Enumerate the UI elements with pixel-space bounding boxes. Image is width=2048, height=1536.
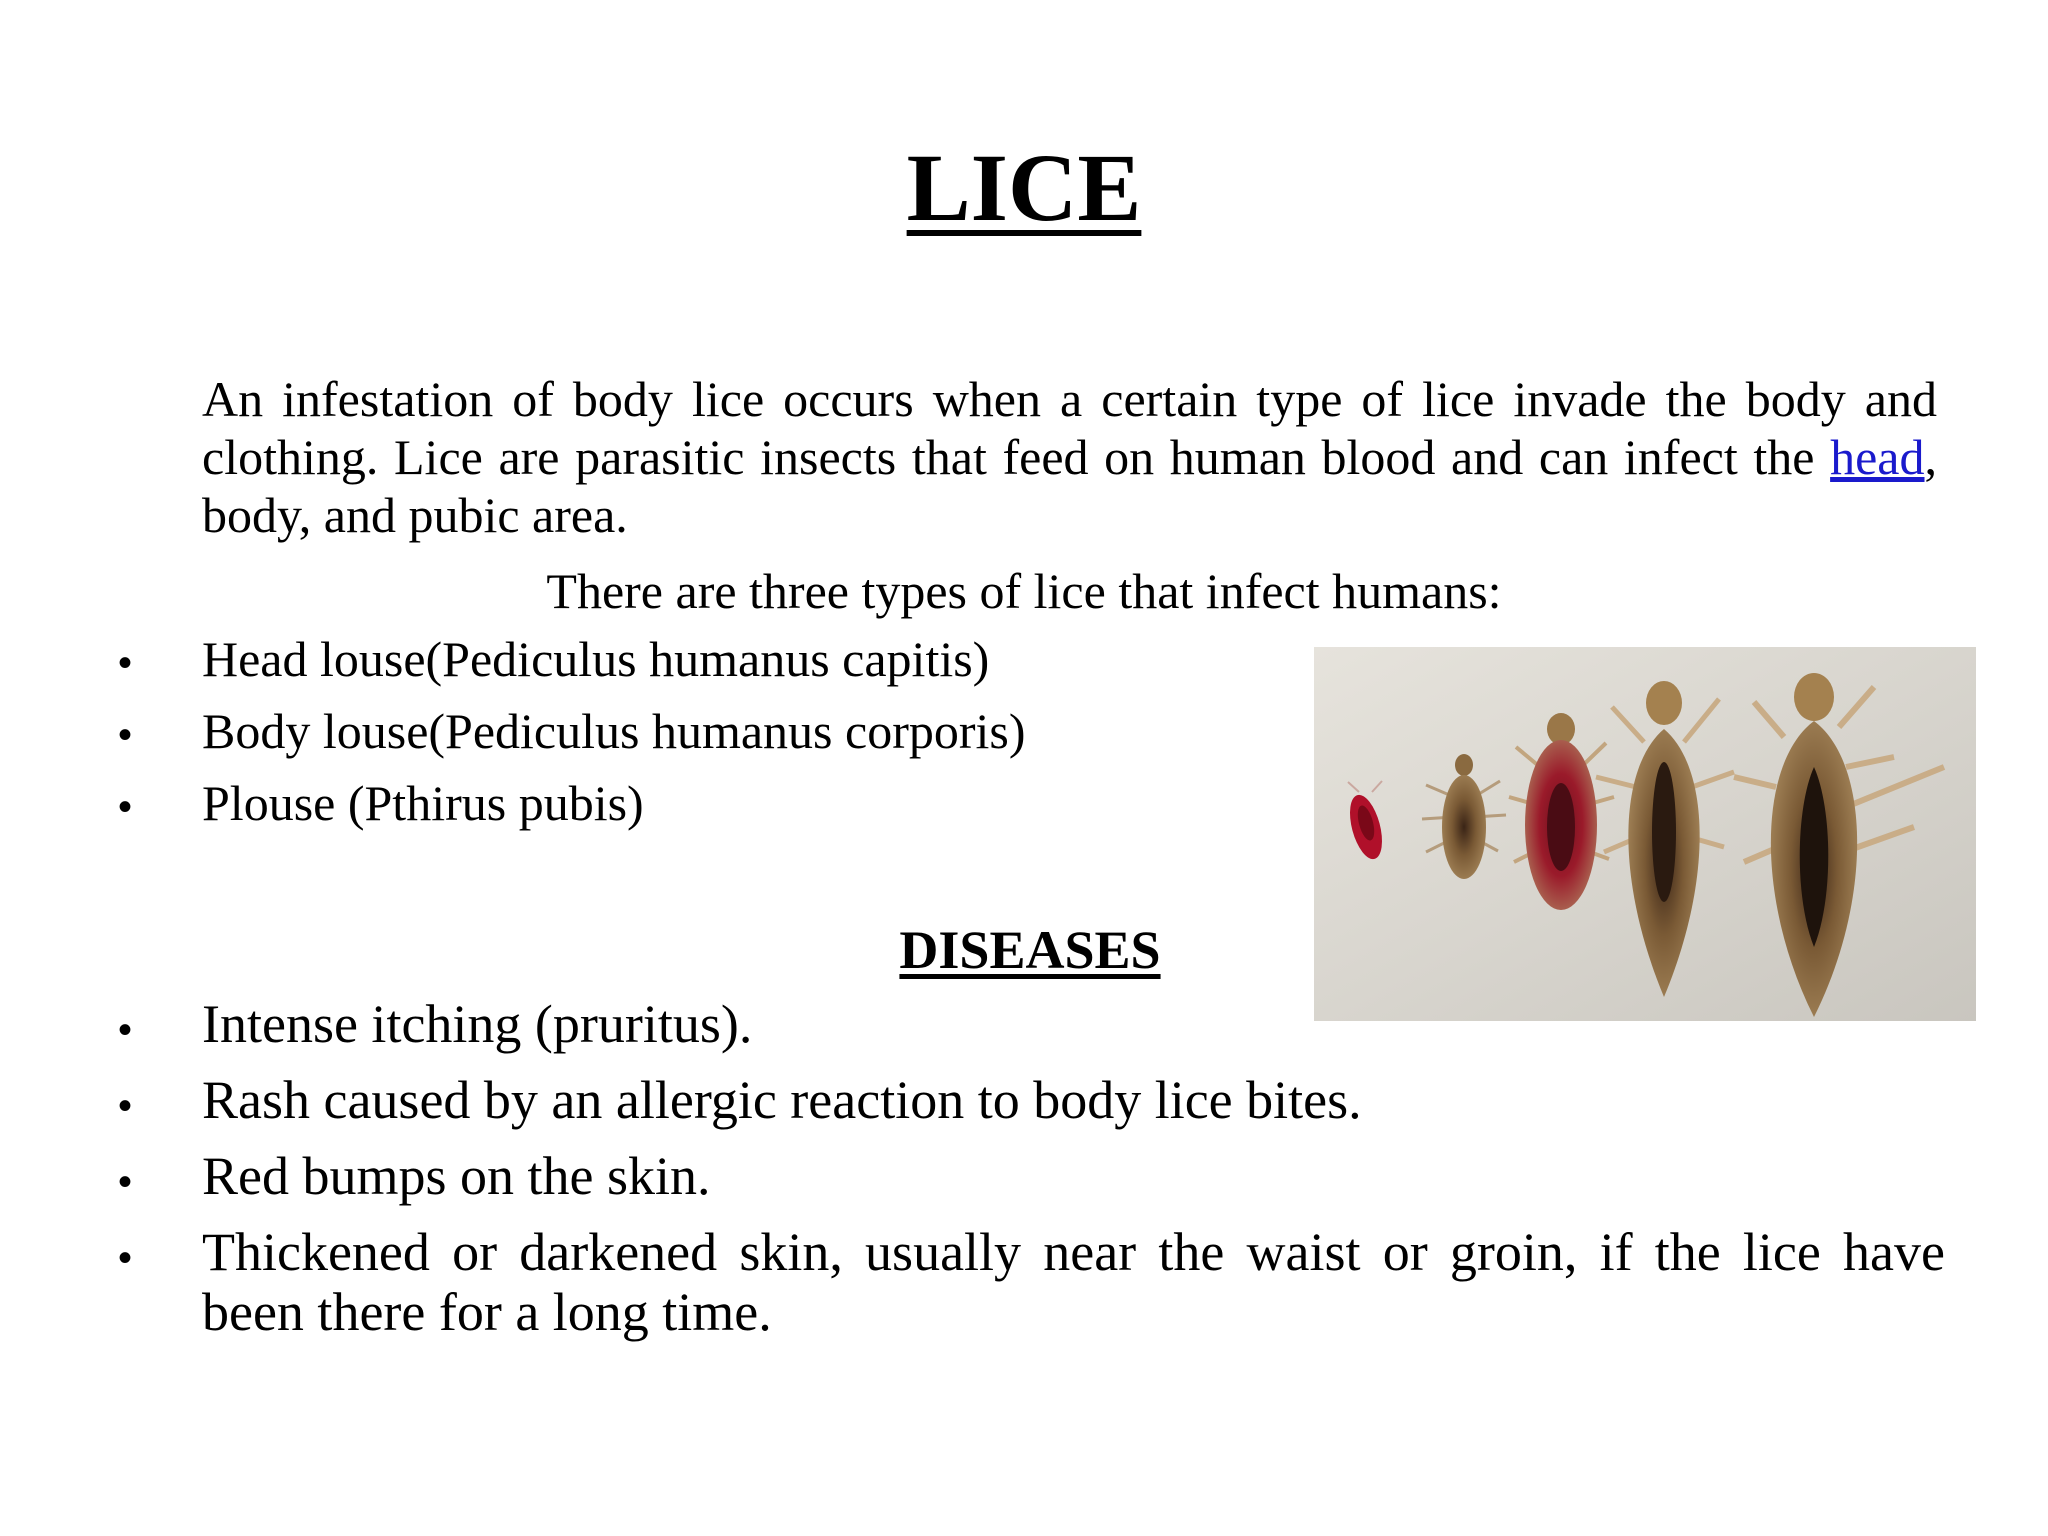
diseases-list: [0, 994, 1945, 1358]
head-link[interactable]: head: [1830, 429, 1925, 485]
intro-paragraph: [202, 370, 1937, 544]
types-heading: There are three types of lice that infect humans:: [546, 563, 1502, 619]
list-item-text: Rash caused by an allergic reaction to body lice bites.: [202, 1070, 1362, 1130]
diseases-heading: DISEASES: [899, 920, 1161, 980]
bullet-icon: •: [118, 1160, 133, 1204]
list-item: [0, 630, 1260, 688]
bullet-icon: •: [118, 1084, 133, 1128]
list-item: [0, 774, 1260, 832]
intro-text-start: An infestation of body lice occurs when a certain type of lice invade the body and clothing. Lice are parasitic insects that feed on human blood and can infect the: [202, 371, 1937, 485]
list-item-text: Head louse(Pediculus humanus capitis): [202, 631, 990, 687]
list-item: [0, 1146, 1945, 1206]
intro-text-end: , body, and pubic area.: [202, 429, 1937, 543]
bullet-icon: •: [118, 785, 133, 829]
list-item: [0, 702, 1260, 760]
list-item-text: Red bumps on the skin.: [202, 1146, 711, 1206]
lice-life-stages-photo: [1314, 647, 1976, 1021]
list-item-text: Intense itching (pruritus).: [202, 994, 753, 1054]
lice-types-list: [0, 630, 1260, 846]
list-item-text: Thickened or darkened skin, usually near the waist or groin, if the lice have been there for a long time.: [202, 1222, 1945, 1342]
list-item: [0, 1222, 1945, 1342]
slide-title: LICE: [906, 134, 1142, 241]
bullet-icon: •: [118, 1236, 133, 1280]
bullet-icon: •: [118, 713, 133, 757]
bullet-icon: •: [118, 1008, 133, 1052]
list-item-text: Body louse(Pediculus humanus corporis): [202, 703, 1026, 759]
list-item-text: Plouse (Pthirus pubis): [202, 775, 644, 831]
bullet-icon: •: [118, 641, 133, 685]
list-item: [0, 1070, 1945, 1130]
